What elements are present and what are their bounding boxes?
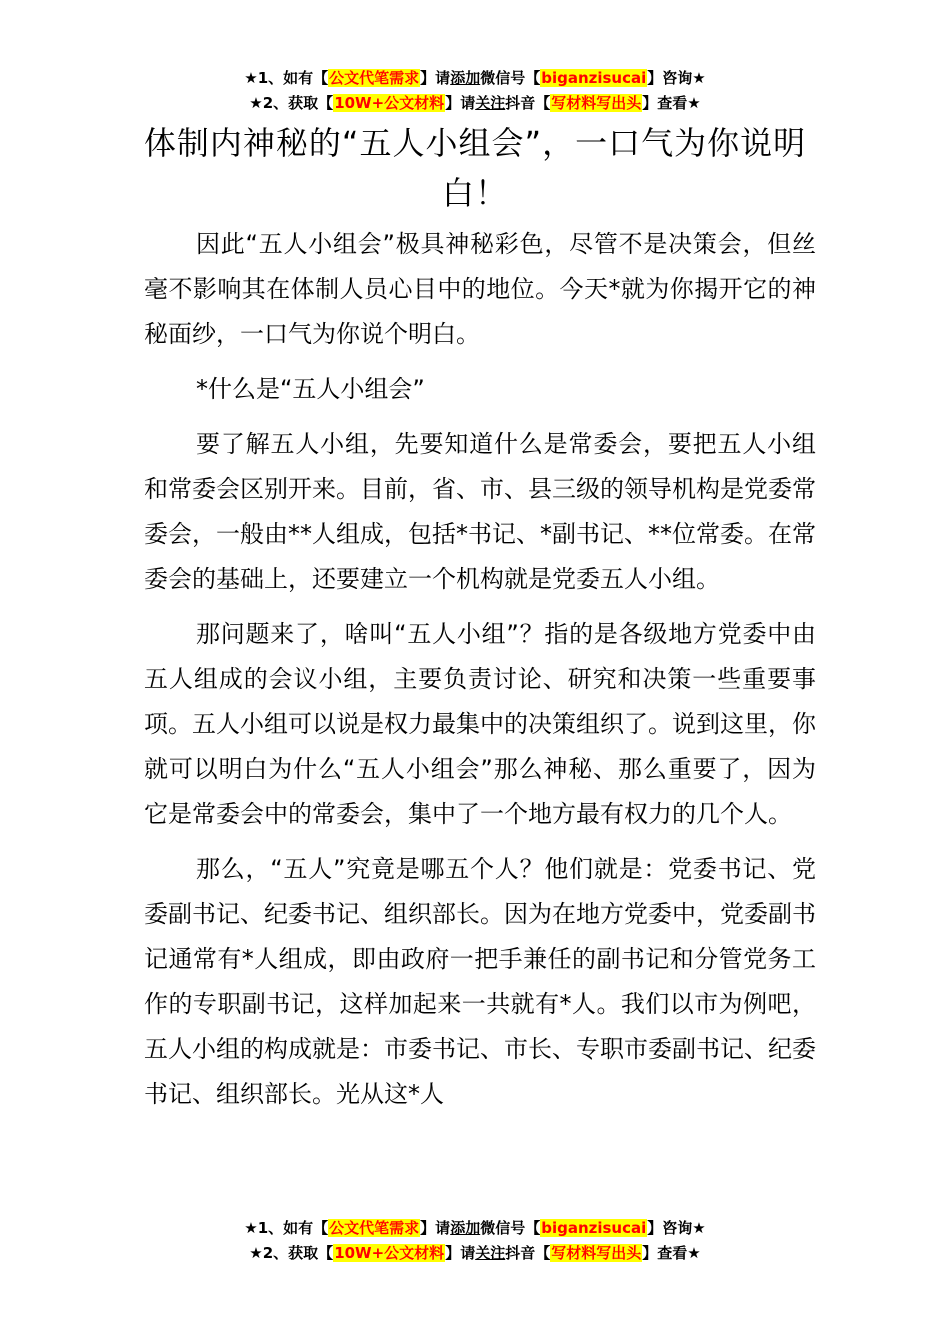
banner-highlight: 写材料写出头: [551, 1244, 642, 1262]
banner-text: 】请: [420, 69, 451, 87]
banner-text: 】查看★: [642, 1244, 701, 1262]
banner-underlined: 关注: [475, 94, 506, 112]
banner-highlight: 10W+公文材料: [334, 94, 445, 112]
paragraph: 要了解五人小组，先要知道什么是常委会，要把五人小组和常委会区别开来。目前，省、市、县三级的领导机构是党委常委会，一般由**人组成，包括*书记、*副书记、**位常委。在常委会的基础上，还要建立一个机构就是党委五人小组。: [144, 430, 816, 593]
banner-text: ★2、获取【: [249, 94, 334, 112]
document-title: 体制内神秘的“五人小组会”，一口气为你说明白！: [143, 124, 807, 212]
paragraph: 那么，“五人”究竟是哪五个人？他们就是：党委书记、党委副书记、纪委书记、组织部长。因为在地方党委中，党委副书记通常有*人组成，即由政府一把手兼任的副书记和分管党务工作的专职副书记，这样加起来一共就有*人。我们以市为例吧，五人小组的构成就是：市委书记、市长、专职市委副书记、纪委书记、组织部长。光从这*人: [144, 855, 816, 1108]
banner-line-2: [0, 1241, 950, 1266]
banner-text: 抖音【: [505, 94, 551, 112]
banner-text: 】查看★: [642, 94, 701, 112]
banner-text: 抖音【: [505, 1244, 551, 1262]
section-heading: *什么是“五人小组会”: [196, 375, 425, 403]
banner-highlight: 公文代笔需求: [329, 1219, 420, 1237]
banner-line-1: [0, 1216, 950, 1241]
paragraph: 因此“五人小组会”极具神秘彩色，尽管不是决策会，但丝毫不影响其在体制人员心目中的地位。今天*就为你揭开它的神秘面纱，一口气为你说个明白。: [144, 230, 816, 348]
banner-highlight: biganzisucai: [541, 1219, 647, 1237]
banner-text: 】咨询★: [647, 1219, 706, 1237]
footer-banner: [0, 1216, 950, 1266]
banner-text: 】请: [420, 1219, 451, 1237]
banner-text: 】咨询★: [647, 69, 706, 87]
banner-line-2: [0, 91, 950, 116]
banner-text: 微信号【: [480, 69, 541, 87]
banner-text: ★1、如有【: [244, 69, 329, 87]
banner-highlight: 公文代笔需求: [329, 69, 420, 87]
banner-underlined: 添加: [450, 69, 481, 87]
banner-text: 】请: [445, 94, 476, 112]
banner-text: ★1、如有【: [244, 1219, 329, 1237]
paragraph: 那问题来了，啥叫“五人小组”？指的是各级地方党委中由五人组成的会议小组，主要负责讨论、研究和决策一些重要事项。五人小组可以说是权力最集中的决策组织了。说到这里，你就可以明白为什么“五人小组会”那么神秘、那么重要了，因为它是常委会中的常委会，集中了一个地方最有权力的几个人。: [144, 620, 816, 828]
banner-highlight: 10W+公文材料: [334, 1244, 445, 1262]
banner-highlight: 写材料写出头: [551, 94, 642, 112]
banner-text: 微信号【: [480, 1219, 541, 1237]
banner-underlined: 添加: [450, 1219, 481, 1237]
document-body: [144, 222, 816, 1127]
banner-underlined: 关注: [475, 1244, 506, 1262]
banner-text: ★2、获取【: [249, 1244, 334, 1262]
banner-highlight: biganzisucai: [541, 69, 647, 87]
header-banner: [0, 66, 950, 116]
banner-line-1: [0, 66, 950, 91]
banner-text: 】请: [445, 1244, 476, 1262]
